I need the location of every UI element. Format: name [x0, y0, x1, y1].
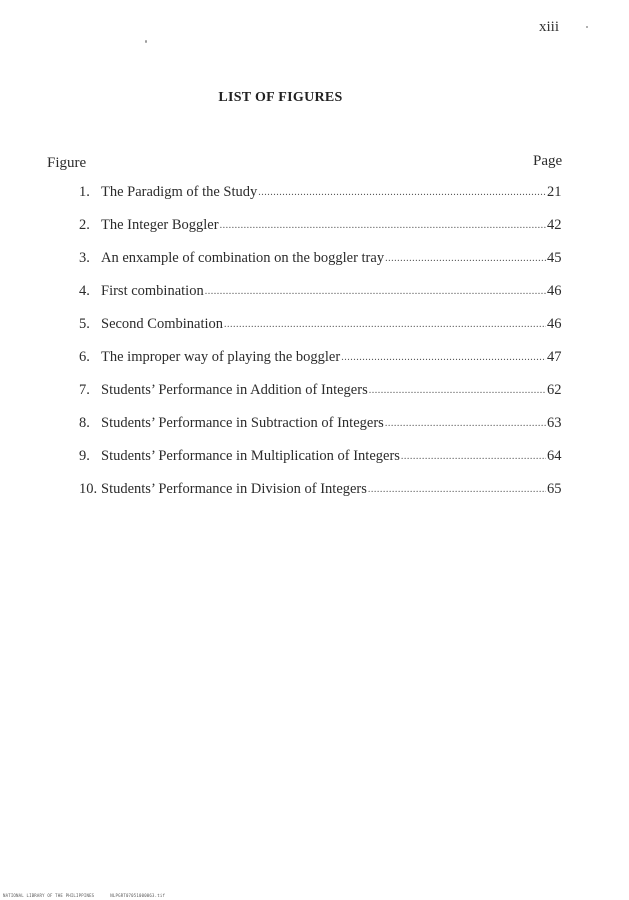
- figure-page: 62: [547, 382, 562, 398]
- figure-title: The Paradigm of the Study: [101, 184, 258, 200]
- page-title: LIST OF FIGURES: [218, 90, 343, 105]
- page-column-header: Page: [533, 153, 563, 169]
- figure-title: Students’ Performance in Subtraction of Integers: [101, 415, 384, 431]
- figure-title: First combination: [101, 283, 204, 299]
- figure-number: 7.: [79, 382, 90, 398]
- figure-title: Students’ Performance in Division of Integers: [101, 481, 367, 497]
- figure-entry: [79, 184, 561, 217]
- figure-page: 64: [547, 448, 562, 464]
- dot-leader: [401, 451, 546, 462]
- figure-number: 3.: [79, 250, 90, 266]
- figure-page: 42: [547, 217, 562, 233]
- dot-leader: [224, 319, 546, 330]
- figure-title: Second Combination: [101, 316, 224, 332]
- figure-entry: [79, 316, 561, 349]
- figure-page: 46: [547, 316, 562, 332]
- figure-number: 6.: [79, 349, 90, 365]
- figure-entry: [79, 382, 561, 415]
- figure-number: 8.: [79, 415, 90, 431]
- figure-entry: [79, 349, 561, 382]
- figure-title: The Integer Boggler: [101, 217, 219, 233]
- figure-number: 1.: [79, 184, 90, 200]
- dot-leader: [341, 352, 546, 363]
- figure-title: Students’ Performance in Multiplication of Integers: [101, 448, 400, 464]
- figure-page: 21: [547, 184, 562, 200]
- dot-leader: [258, 187, 546, 198]
- figure-number: 10.: [79, 481, 98, 497]
- scan-footer: [3, 893, 165, 898]
- figure-number: 9.: [79, 448, 90, 464]
- figure-entry: [79, 415, 561, 448]
- dot-leader: [385, 253, 546, 264]
- dot-leader: [220, 220, 546, 231]
- dot-leader: [368, 484, 546, 495]
- scan-speck: [586, 26, 588, 28]
- footer-code: NLPGRT07051000063.tif: [110, 893, 166, 898]
- figure-list: [79, 184, 561, 514]
- figure-entry: [79, 481, 561, 514]
- figure-number: 2.: [79, 217, 90, 233]
- figure-number: 5.: [79, 316, 90, 332]
- figure-entry: [79, 250, 561, 283]
- figure-column-header: Figure: [47, 155, 87, 171]
- figure-page: 63: [547, 415, 562, 431]
- scan-speck: [145, 40, 147, 43]
- figure-page: 47: [547, 349, 562, 365]
- dot-leader: [369, 385, 546, 396]
- figure-page: 45: [547, 250, 562, 266]
- figure-number: 4.: [79, 283, 90, 299]
- footer-library: NATIONAL LIBRARY OF THE PHILIPPINES: [3, 893, 95, 898]
- figure-entry: [79, 283, 561, 316]
- page-number: xiii: [539, 19, 560, 35]
- figure-page: 65: [547, 481, 562, 497]
- figure-title: An enxample of combination on the boggler tray: [101, 250, 385, 266]
- figure-entry: [79, 217, 561, 250]
- figure-page: 46: [547, 283, 562, 299]
- dot-leader: [205, 286, 546, 297]
- figure-entry: [79, 448, 561, 481]
- dot-leader: [385, 418, 546, 429]
- figure-title: Students’ Performance in Addition of Integers: [101, 382, 368, 398]
- figure-title: The improper way of playing the boggler: [101, 349, 341, 365]
